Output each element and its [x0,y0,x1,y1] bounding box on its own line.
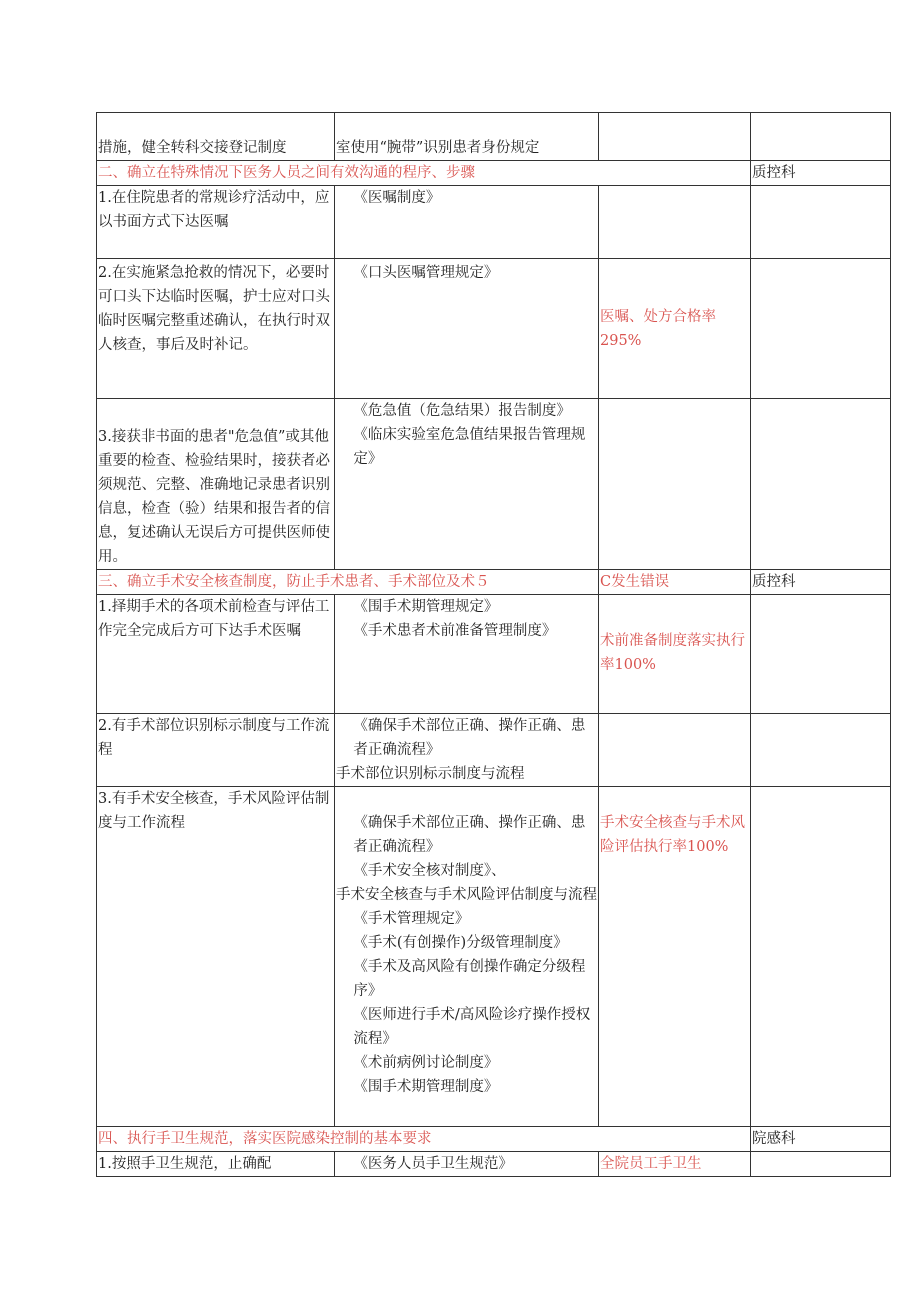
indicator-cell: 医嘱、处方合格率295% [599,259,751,399]
table-row [97,113,891,161]
dept-cell [751,399,891,570]
dept-cell: 质控科 [751,161,891,186]
requirements-table [96,112,891,1177]
indicator-cell [599,714,751,787]
regulation-cell: 《围手术期管理规定》 《手术患者术前准备管理制度》 [335,595,599,714]
measure-cell: 3.有手术安全核查，手术风险评估制度与工作流程 [97,787,335,1127]
dept-cell [751,186,891,259]
measure-cell: 3.接获非书面的患者"危急值”或其他重要的检查、检验结果时，接获者必须规范、完整、准确地记录患者识别信息，检查（验）结果和报告者的信息，复述确认无误后方可提供医师使用。 [97,399,335,570]
regulation-cell: 室使用“腕带”识别患者身份规定 [335,113,599,161]
indicator-cell [599,399,751,570]
measure-cell: 2.有手术部位识别标示制度与工作流程 [97,714,335,787]
dept-cell [751,259,891,399]
regulation-cell: 《医务人员手卫生规范》 [335,1152,599,1177]
regulation-cell: 《确保手术部位正确、操作正确、患者正确流程》 《手术安全核对制度》、 手术安全核查与手术风险评估制度与流程 《手术管理规定》 《手术(有创操作)分级管理制度》 《手术及高风险有创操作确定分级程序》 《医师进行手术/高风险诊疗操作授权流程》 《术前病例讨论制度》 《围手术期管理制度》 [335,787,599,1127]
section-row [97,1127,891,1152]
indicator-cell: 手术安全核查与手术风险评估执行率100% [599,787,751,1127]
regulation-cell: 《口头医嘱管理规定》 [335,259,599,399]
section-row [97,570,891,595]
table-row [97,714,891,787]
measure-cell: 措施，健全转科交接登记制度 [97,113,335,161]
section-row [97,161,891,186]
indicator-cell: 全院员工手卫生 [599,1152,751,1177]
table-row [97,787,891,1127]
section-title: 三、确立手术安全核查制度，防止手术患者、手术部位及术５ [97,570,599,595]
section-title: 二、确立在特殊情况下医务人员之间有效沟通的程序、步骤 [97,161,751,186]
dept-cell [751,787,891,1127]
dept-cell [751,595,891,714]
indicator-cell: 术前准备制度落实执行率100% [599,595,751,714]
dept-cell [751,714,891,787]
dept-cell [751,1152,891,1177]
measure-cell: 1.按照手卫生规范，止确配 [97,1152,335,1177]
regulation-cell: 《医嘱制度》 [335,186,599,259]
regulation-cell: 《危急值（危急结果）报告制度》 《临床实验室危急值结果报告管理规定》 [335,399,599,570]
indicator-cell: C发生错误 [599,570,751,595]
table-row [97,1152,891,1177]
regulation-cell: 《确保手术部位正确、操作正确、患者正确流程》 手术部位识别标示制度与流程 [335,714,599,787]
indicator-cell [599,186,751,259]
table-row [97,259,891,399]
measure-cell: 1.择期手术的各项术前检查与评估工作完全完成后方可下达手术医嘱 [97,595,335,714]
measure-cell: 1.在住院患者的常规诊疗活动中，应以书面方式下达医嘱 [97,186,335,259]
table-row [97,595,891,714]
table-row [97,186,891,259]
measure-cell: 2.在实施紧急抢救的情况下，必要时可口头下达临时医嘱，护士应对口头临时医嘱完整重述确认，在执行时双人核查，事后及时补记。 [97,259,335,399]
dept-cell [751,113,891,161]
indicator-cell [599,113,751,161]
dept-cell: 院感科 [751,1127,891,1152]
section-title: 四、执行手卫生规范，落实医院感染控制的基本要求 [97,1127,751,1152]
table-row [97,399,891,570]
dept-cell: 质控科 [751,570,891,595]
